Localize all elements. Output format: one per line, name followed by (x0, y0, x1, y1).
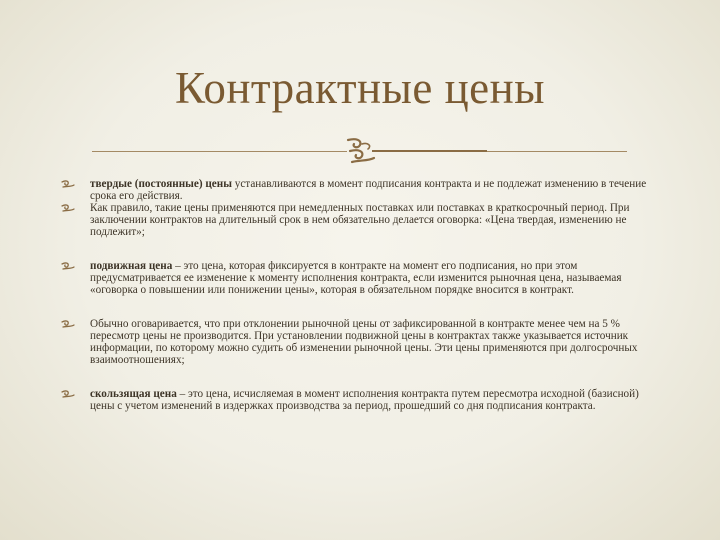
bullet-scroll-icon (60, 389, 76, 400)
bullet-scroll-icon (60, 319, 76, 330)
term-floating-price: подвижная цена (90, 260, 173, 272)
list-item (60, 260, 660, 296)
divider-right-accent (372, 150, 487, 152)
item-text: – это цена, которая фиксируется в контракте на момент его подписания, но при этом предусматривается ее изменение к моменту исполнения контракта, если изменится рыночная цена, называемая «оговорка о повышении или понижении цены», которая в обязательном порядке вносится в контракт. (90, 260, 622, 296)
bullet-scroll-icon (60, 261, 76, 272)
bullet-scroll-icon (60, 203, 76, 214)
term-fixed-price: твердые (постоянные) цены (90, 178, 232, 190)
list-item (60, 318, 660, 366)
divider-left (92, 151, 347, 152)
ornament-scroll-icon (344, 136, 378, 171)
slide-title: Контрактные цены (175, 63, 545, 113)
item-text: Как правило, такие цены применяются при немедленных поставках или поставках в краткосрочный период. При заключении контрактов на длительный срок в нем обязательно делается оговорка: «Цена твердая, изменению не подлежит»; (90, 202, 630, 238)
list-item (60, 178, 660, 202)
term-sliding-price: скользящая цена (90, 388, 177, 400)
bullet-scroll-icon (60, 179, 76, 190)
list-item (60, 388, 660, 412)
list-item (60, 202, 660, 238)
item-text: устанавливаются в момент подписания контракта и не подлежат изменению в течение срока его действия. (90, 178, 647, 202)
item-text: Обычно оговаривается, что при отклонении рыночной цены от зафиксированной в контракте менее чем на 5 % пересмотр цены не производится. При установлении подвижной цены в контрактах также указывается источник информации, по которому можно судить об изменении рыночной цены. Эти цены применяются при долгосрочных взаимоотношениях; (90, 318, 638, 366)
item-text: – это цена, исчисляемая в момент исполнения контракта путем пересмотра исходной (базисной) цены с учетом изменений в издержках производства за период, прошедший со дня подписания контракта. (90, 388, 639, 412)
bullet-list (60, 178, 660, 412)
